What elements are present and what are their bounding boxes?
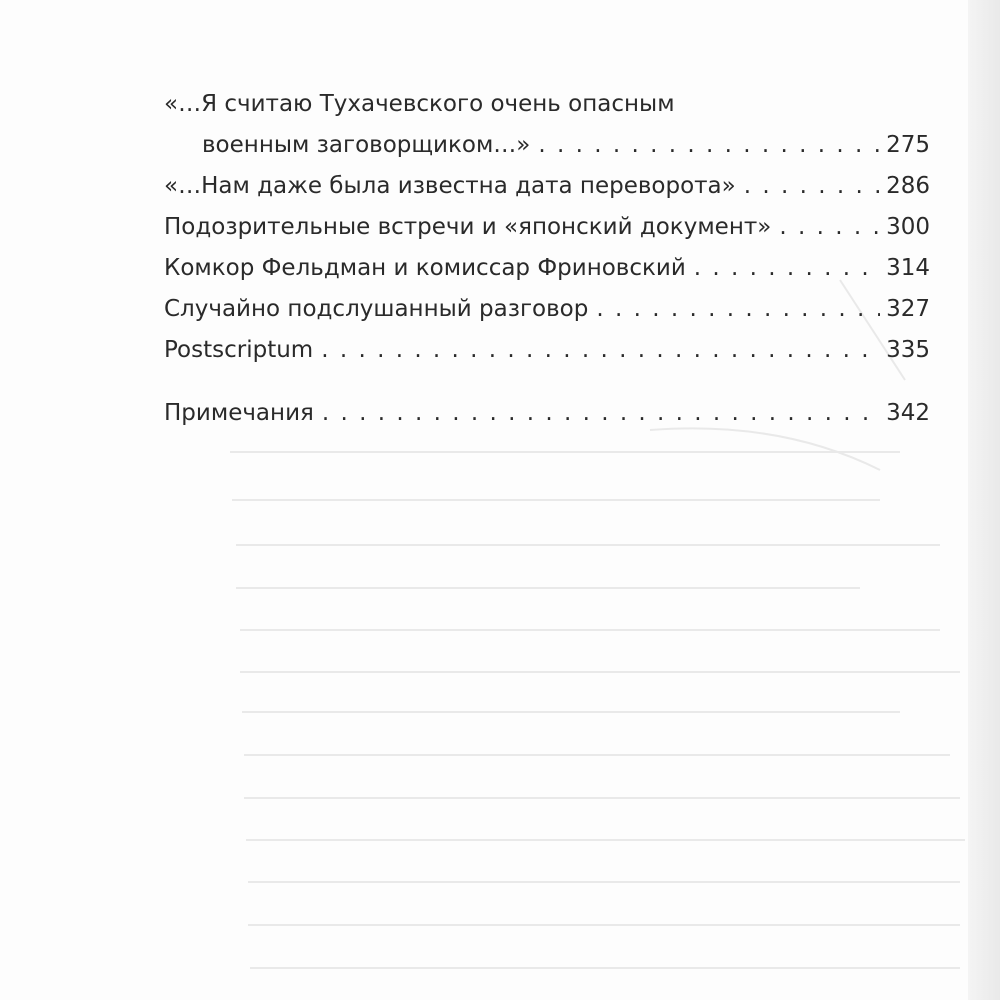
toc-entry-2 (164, 166, 930, 207)
toc-entry-4 (164, 248, 930, 289)
dot-leader (538, 125, 880, 166)
toc-entry-5 (164, 289, 930, 330)
dot-leader (596, 289, 880, 330)
toc-entry-page-number: 342 (886, 400, 930, 426)
dot-leader (779, 207, 880, 248)
section-gap (164, 371, 930, 393)
toc-entry-title: Примечания (164, 400, 314, 426)
dot-leader (322, 393, 880, 434)
toc-entry-3 (164, 207, 930, 248)
dot-leader (694, 248, 880, 289)
toc-entry-title: «…Нам даже была известна дата переворота» (164, 173, 736, 199)
dot-leader (744, 166, 880, 207)
toc-entry-notes (164, 393, 930, 434)
toc-entry-title-continuation: военным заговорщиком…» (202, 132, 531, 158)
toc-entry-title: «…Я считаю Тухачевского очень опасным (164, 91, 675, 117)
table-of-contents (164, 84, 930, 434)
toc-entry-title: Подозрительные встречи и «японский документ» (164, 214, 772, 240)
toc-entry-page-number: 335 (886, 337, 930, 363)
toc-entry-title: Комкор Фельдман и комиссар Фриновский (164, 255, 686, 281)
toc-entry-page-number: 300 (886, 214, 930, 240)
toc-entry-1-line-1 (164, 84, 930, 125)
toc-entry-page-number: 327 (886, 296, 930, 322)
toc-entry-title: Postscriptum (164, 337, 314, 363)
toc-entry-page-number: 275 (886, 132, 930, 158)
toc-entry-page-number: 286 (886, 173, 930, 199)
page-edge-shadow (968, 0, 1000, 1000)
toc-entry-title: Случайно подслушанный разговор (164, 296, 589, 322)
toc-entry-1-line-2 (164, 125, 930, 166)
toc-entry-page-number: 314 (886, 255, 930, 281)
toc-entry-6 (164, 330, 930, 371)
dot-leader (321, 330, 880, 371)
